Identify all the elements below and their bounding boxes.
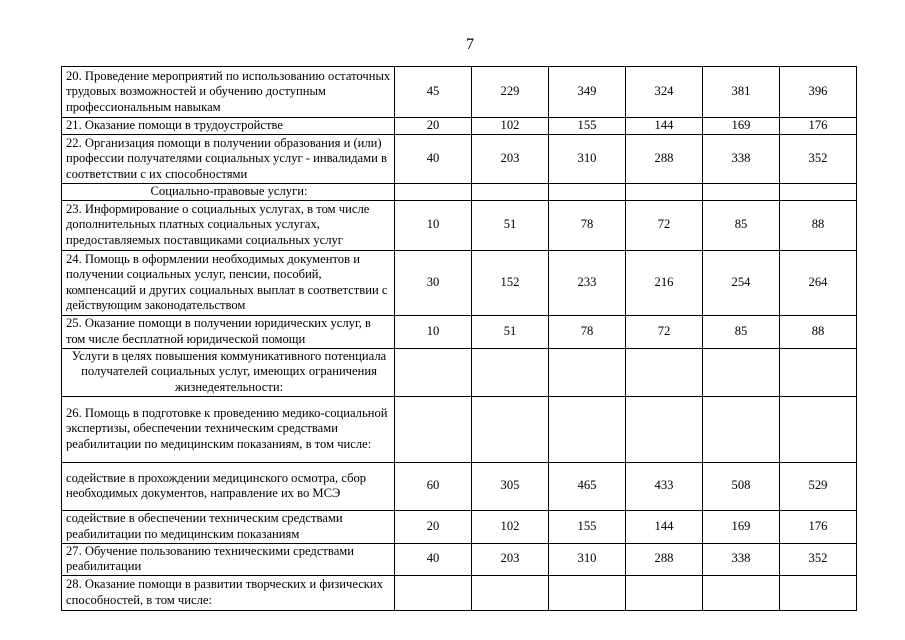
value-cell: 85 <box>703 200 780 250</box>
service-name: содействие в обеспечении техническим средствами реабилитации по медицинским показаниям <box>62 510 395 543</box>
value-cell: 324 <box>626 67 703 118</box>
value-cell: 88 <box>780 200 857 250</box>
table-row <box>62 315 857 348</box>
table-row <box>62 543 857 575</box>
service-name: 21. Оказание помощи в трудоустройстве <box>62 118 395 135</box>
value-cell: 10 <box>395 200 472 250</box>
value-cell: 352 <box>780 135 857 184</box>
value-cell <box>780 184 857 201</box>
value-cell: 305 <box>472 462 549 510</box>
value-cell: 381 <box>703 67 780 118</box>
value-cell: 264 <box>780 250 857 315</box>
table-row <box>62 118 857 135</box>
value-cell <box>549 348 626 396</box>
value-cell: 338 <box>703 543 780 575</box>
value-cell: 20 <box>395 510 472 543</box>
value-cell <box>626 348 703 396</box>
value-cell: 349 <box>549 67 626 118</box>
value-cell <box>626 396 703 462</box>
service-name: 26. Помощь в подготовке к проведению медико-социальной экспертизы, обеспечении техническим средствами реабилитации по медицинским показаниям, в том числе: <box>62 396 395 462</box>
value-cell <box>472 348 549 396</box>
table-row <box>62 396 857 462</box>
value-cell: 254 <box>703 250 780 315</box>
value-cell: 508 <box>703 462 780 510</box>
value-cell: 102 <box>472 118 549 135</box>
value-cell: 85 <box>703 315 780 348</box>
value-cell: 88 <box>780 315 857 348</box>
value-cell <box>549 396 626 462</box>
value-cell <box>549 184 626 201</box>
value-cell: 30 <box>395 250 472 315</box>
service-name: 28. Оказание помощи в развитии творческих и физических способностей, в том числе: <box>62 575 395 610</box>
value-cell: 20 <box>395 118 472 135</box>
service-name: содействие в прохождении медицинского осмотра, сбор необходимых документов, направление их во МСЭ <box>62 462 395 510</box>
value-cell: 102 <box>472 510 549 543</box>
table-row <box>62 462 857 510</box>
table-row <box>62 510 857 543</box>
value-cell <box>703 575 780 610</box>
value-cell: 310 <box>549 543 626 575</box>
value-cell: 78 <box>549 200 626 250</box>
value-cell: 352 <box>780 543 857 575</box>
value-cell: 155 <box>549 510 626 543</box>
service-name: 23. Информирование о социальных услугах, в том числе дополнительных платных социальных услугах, предоставляемых поставщиками социальных услуг <box>62 200 395 250</box>
value-cell <box>780 575 857 610</box>
value-cell: 40 <box>395 543 472 575</box>
value-cell <box>626 575 703 610</box>
value-cell: 529 <box>780 462 857 510</box>
value-cell: 144 <box>626 510 703 543</box>
table-row <box>62 575 857 610</box>
service-name: 27. Обучение пользованию техническими средствами реабилитации <box>62 543 395 575</box>
value-cell <box>703 348 780 396</box>
value-cell: 288 <box>626 543 703 575</box>
table-row <box>62 135 857 184</box>
section-heading: Услуги в целях повышения коммуникативного потенциала получателей социальных услуг, имеющих ограничения жизнедеятельности: <box>62 348 395 396</box>
table-row section-row <box>62 348 857 396</box>
value-cell <box>472 575 549 610</box>
table-row <box>62 250 857 315</box>
table-row <box>62 67 857 118</box>
value-cell: 60 <box>395 462 472 510</box>
value-cell: 288 <box>626 135 703 184</box>
service-name: 20. Проведение мероприятий по использованию остаточных трудовых возможностей и обучению доступным профессиональным навыкам <box>62 67 395 118</box>
value-cell: 216 <box>626 250 703 315</box>
value-cell: 465 <box>549 462 626 510</box>
value-cell: 433 <box>626 462 703 510</box>
value-cell <box>626 184 703 201</box>
value-cell: 310 <box>549 135 626 184</box>
value-cell: 396 <box>780 67 857 118</box>
service-name: 24. Помощь в оформлении необходимых документов и получении социальных услуг, пенсии, пособий, компенсаций и других социальных выплат в соответствии с действующим законодательством <box>62 250 395 315</box>
value-cell: 203 <box>472 135 549 184</box>
value-cell: 72 <box>626 315 703 348</box>
value-cell: 152 <box>472 250 549 315</box>
value-cell: 72 <box>626 200 703 250</box>
value-cell: 45 <box>395 67 472 118</box>
service-name: 25. Оказание помощи в получении юридических услуг, в том числе бесплатной юридической помощи <box>62 315 395 348</box>
value-cell: 176 <box>780 510 857 543</box>
value-cell: 155 <box>549 118 626 135</box>
value-cell: 169 <box>703 510 780 543</box>
value-cell <box>395 184 472 201</box>
service-name: 22. Организация помощи в получении образования и (или) профессии получателями социальных услуг - инвалидами в соответствии с их способностями <box>62 135 395 184</box>
value-cell <box>395 348 472 396</box>
value-cell <box>472 396 549 462</box>
table-row <box>62 200 857 250</box>
value-cell: 144 <box>626 118 703 135</box>
value-cell: 176 <box>780 118 857 135</box>
services-table <box>61 66 857 611</box>
value-cell <box>395 396 472 462</box>
page-number: 7 <box>466 36 474 53</box>
value-cell <box>549 575 626 610</box>
value-cell: 78 <box>549 315 626 348</box>
value-cell: 233 <box>549 250 626 315</box>
section-heading: Социально-правовые услуги: <box>62 184 395 201</box>
value-cell: 229 <box>472 67 549 118</box>
table-row section-row <box>62 184 857 201</box>
value-cell: 10 <box>395 315 472 348</box>
value-cell <box>703 396 780 462</box>
value-cell <box>780 396 857 462</box>
value-cell <box>780 348 857 396</box>
value-cell <box>472 184 549 201</box>
value-cell: 51 <box>472 315 549 348</box>
value-cell: 169 <box>703 118 780 135</box>
value-cell: 40 <box>395 135 472 184</box>
value-cell: 338 <box>703 135 780 184</box>
value-cell <box>395 575 472 610</box>
value-cell: 51 <box>472 200 549 250</box>
value-cell <box>703 184 780 201</box>
value-cell: 203 <box>472 543 549 575</box>
